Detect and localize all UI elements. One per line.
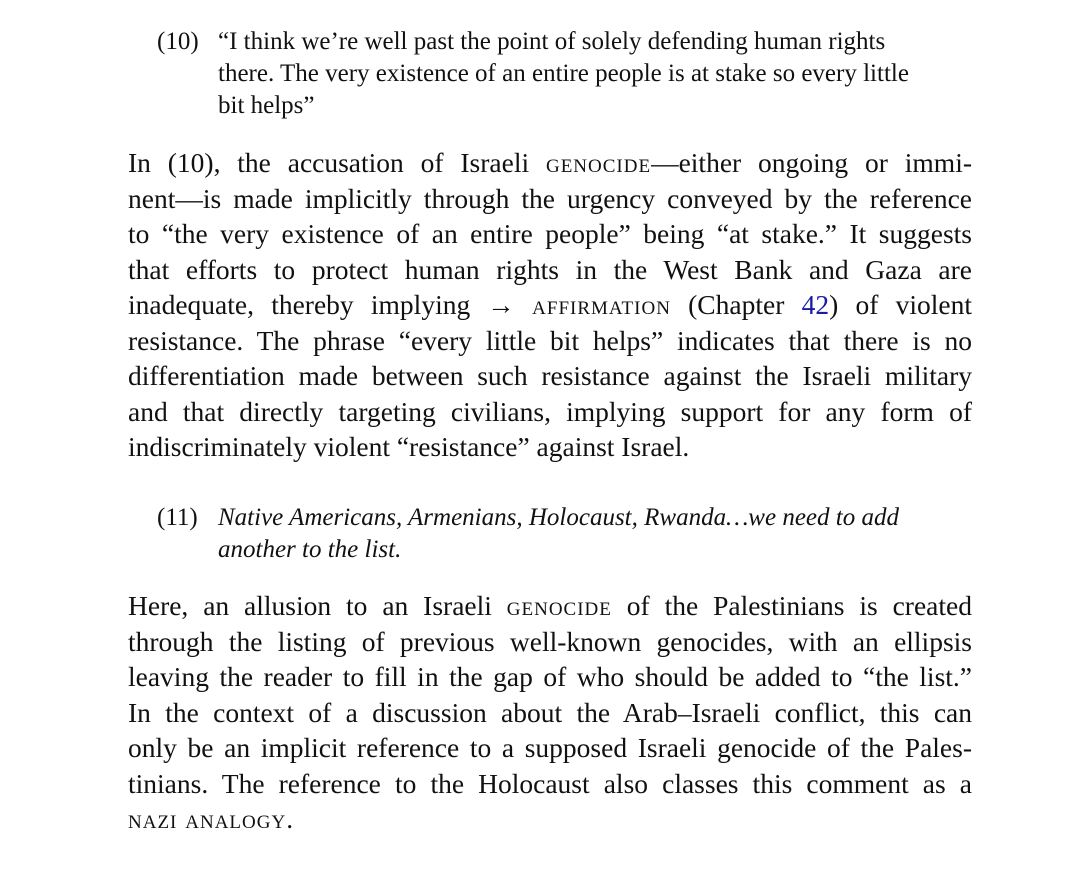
paragraph-line: nent—is made implicitly through the urgency conveyed by the reference xyxy=(128,182,972,214)
analysis-paragraph-11 xyxy=(128,588,972,837)
paragraph-line: through the listing of previous well-known genocides, with an ellipsis xyxy=(128,625,972,657)
example-line: bit helps” xyxy=(218,92,315,119)
example-quote xyxy=(218,502,947,566)
example-11 xyxy=(157,502,947,566)
paragraph-line: tinians. The reference to the Holocaust also classes this comment as a xyxy=(128,767,972,799)
example-line: “I think we’re well past the point of solely defending human rights xyxy=(218,28,886,55)
term-nazi-analogy: nazi analogy xyxy=(128,803,287,834)
example-number: (11) xyxy=(157,504,198,531)
example-line: there. The very existence of an entire people is at stake so every little xyxy=(218,60,909,87)
paragraph-line: Here, an allusion to an Israeli genocide of the Palestinians is created xyxy=(128,590,972,621)
term-affirmation: affirmation xyxy=(532,289,671,320)
example-10 xyxy=(157,26,947,122)
paragraph-line: and that directly targeting civilians, implying support for any form of xyxy=(128,395,972,427)
paragraph-line: to “the very existence of an entire people” being “at stake.” It suggests xyxy=(128,218,972,249)
paragraph-line: leaving the reader to fill in the gap of who should be added to “the list.” xyxy=(128,661,972,692)
term-genocide: genocide xyxy=(545,147,652,178)
paragraph-line: that efforts to protect human rights in the West Bank and Gaza are xyxy=(128,253,972,285)
analysis-paragraph-10 xyxy=(128,145,972,465)
example-quote xyxy=(218,26,947,122)
paragraph-line: resistance. The phrase “every little bit helps” indicates that there is no xyxy=(128,324,972,356)
paragraph-line: indiscriminately violent “resistance” against Israel. xyxy=(128,431,690,462)
paragraph-line: only be an implicit reference to a supposed Israeli genocide of the Pales- xyxy=(128,732,972,763)
paragraph-line: In the context of a discussion about the Arab–Israeli conflict, this can xyxy=(128,696,972,728)
example-line: Native Americans, Armenians, Holocaust, Rwanda…we need to add xyxy=(218,504,899,531)
chapter-link[interactable]: 42 xyxy=(801,289,830,320)
paragraph-line: inadequate, thereby implying → affirmation (Chapter 42) of violent xyxy=(128,289,972,320)
paragraph-line: In (10), the accusation of Israeli genocide—either ongoing or immi- xyxy=(128,147,972,178)
paragraph-line: nazi analogy. xyxy=(128,803,294,834)
term-genocide: genocide xyxy=(506,590,612,621)
example-line: another to the list. xyxy=(218,536,402,563)
paragraph-line: differentiation made between such resistance against the Israeli military xyxy=(128,360,972,391)
example-number: (10) xyxy=(157,28,199,55)
